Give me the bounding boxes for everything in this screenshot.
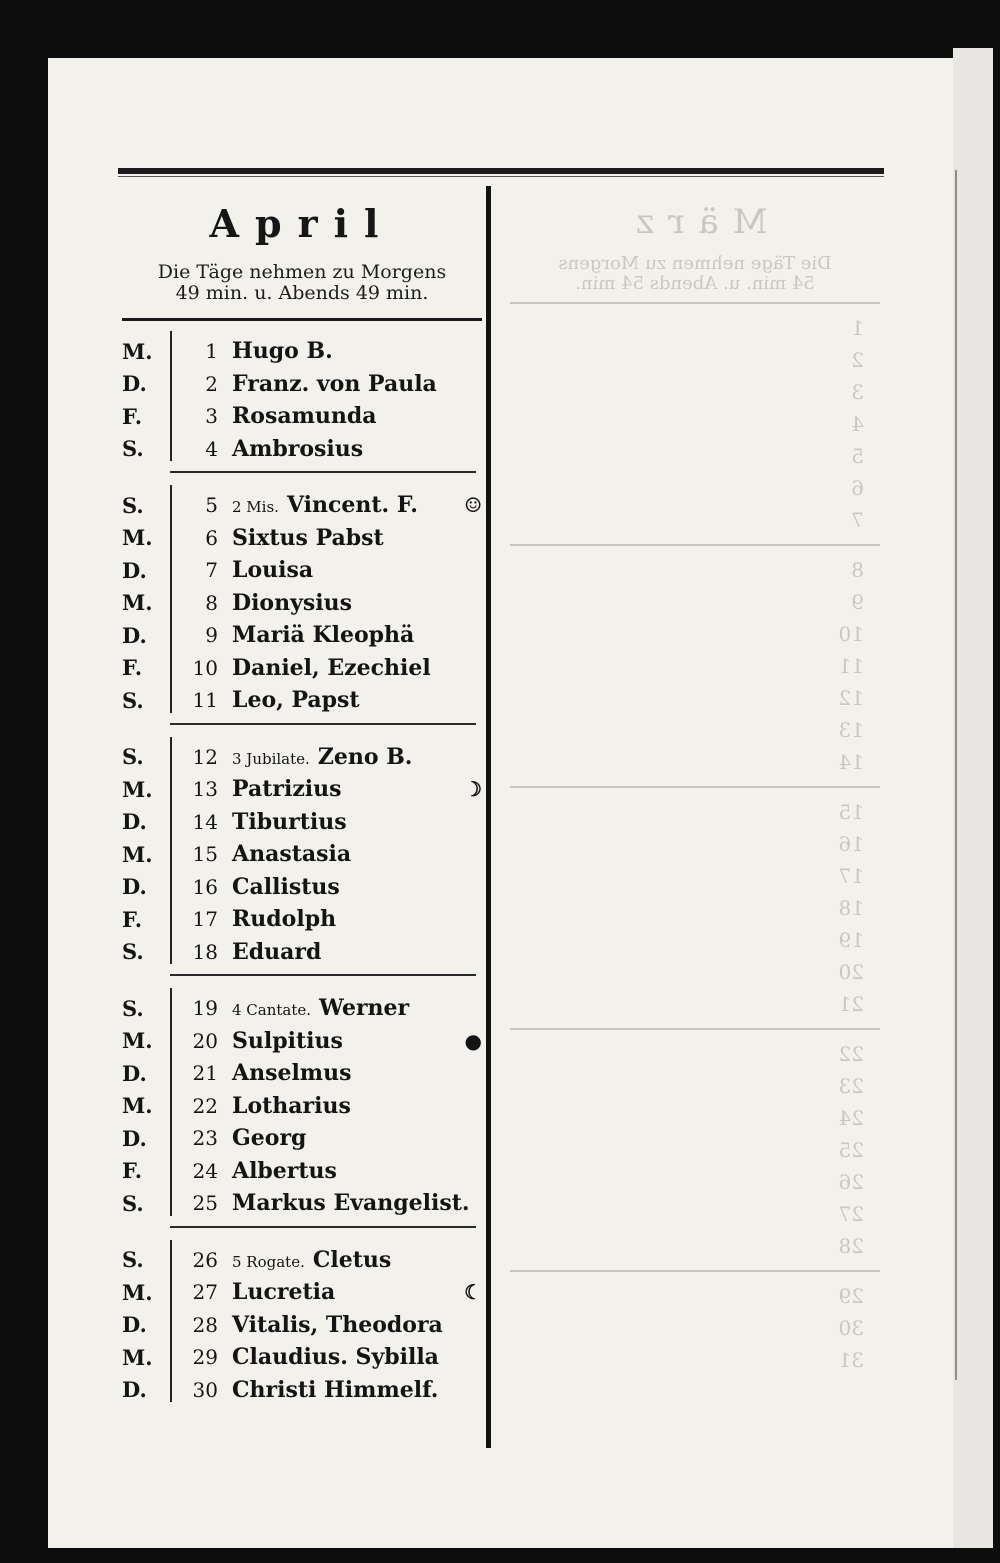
weekday-abbrev: D.: [122, 1312, 147, 1338]
week-block: [122, 335, 482, 465]
day-row: [122, 838, 482, 871]
weekday-abbrev: M.: [122, 590, 153, 616]
weekday-abbrev: S.: [122, 744, 144, 770]
weekday-abbrev: D.: [122, 1377, 147, 1403]
bleed-day-number: 21: [838, 992, 864, 1016]
bleed-week-rule: [510, 1028, 880, 1030]
day-row: [122, 335, 482, 368]
bleed-row: [510, 988, 880, 1020]
month-title: April: [209, 201, 395, 246]
saint-name-cell: [232, 492, 456, 518]
day-number: 29: [192, 1345, 218, 1370]
weekday-abbrev: D.: [122, 371, 147, 397]
bleed-row: [510, 860, 880, 892]
day-number: 4: [205, 436, 218, 461]
bleed-row: [510, 618, 880, 650]
moon-phase-icon: ●: [464, 1028, 482, 1053]
weekday-abbrev: M.: [122, 1344, 153, 1370]
day-row: [122, 1374, 482, 1407]
daylength-line1: Die Täge nehmen zu Morgens: [157, 261, 447, 283]
day-number: 26: [192, 1247, 218, 1272]
april-calendar: [122, 190, 482, 1406]
bleed-rows: [510, 312, 880, 1376]
saint-name-cell: [232, 809, 482, 835]
saint-name-cell: [232, 436, 482, 462]
daylength-line2: 49 min. u. Abends 49 min.: [175, 282, 429, 304]
sunday-label: 5 Rogate.: [232, 1252, 305, 1271]
bleed-day-number: 16: [838, 832, 864, 856]
saint-name-cell: [232, 403, 482, 429]
bleed-day-number: 27: [838, 1202, 864, 1226]
weekday-separator: [170, 1240, 172, 1403]
daylength-note: [122, 254, 482, 308]
week-rule: [170, 471, 476, 473]
day-row: [122, 773, 482, 806]
bleed-row: [510, 472, 880, 504]
top-rule: [118, 168, 884, 174]
saint-name: Anselmus: [232, 1060, 352, 1087]
bleed-day-number: 14: [838, 750, 864, 774]
weekday-abbrev: S.: [122, 1247, 144, 1273]
day-row: [122, 903, 482, 936]
day-number: 11: [192, 688, 218, 713]
sunday-label: 2 Mis.: [232, 498, 279, 517]
saint-name: Ambrosius: [232, 435, 364, 462]
bleed-day-number: 17: [838, 864, 864, 888]
day-row: [122, 1309, 482, 1342]
header-rule: [122, 318, 482, 321]
saint-name: Patrizius: [232, 776, 342, 803]
day-number: 6: [205, 525, 218, 550]
saint-name-cell: [232, 906, 482, 932]
saint-name-cell: [232, 1247, 482, 1273]
bleed-month-title: März: [622, 202, 768, 242]
saint-name: Georg: [232, 1125, 307, 1152]
bleed-row: [510, 796, 880, 828]
week-rule: [170, 723, 476, 725]
saint-name-cell: [232, 687, 482, 713]
weekday-abbrev: M.: [122, 1279, 153, 1305]
saint-name: Louisa: [232, 557, 314, 584]
weekday-separator: [170, 988, 172, 1216]
saint-name: Anastasia: [232, 841, 352, 868]
bleed-day-number: 29: [838, 1284, 864, 1308]
day-row: [122, 652, 482, 685]
day-row: [122, 1057, 482, 1090]
day-row: [122, 522, 482, 555]
saint-name: Sulpitius: [232, 1027, 343, 1054]
day-number: 14: [192, 809, 218, 834]
saint-name: Albertus: [232, 1157, 337, 1184]
saint-name: Werner: [319, 995, 410, 1022]
day-row: [122, 1122, 482, 1155]
weekday-abbrev: M.: [122, 1028, 153, 1054]
bleed-day-number: 5: [851, 444, 864, 468]
day-number: 21: [192, 1061, 218, 1086]
day-row: [122, 489, 482, 522]
saint-name: Dionysius: [232, 589, 353, 616]
day-number: 19: [192, 996, 218, 1021]
day-number: 5: [205, 493, 218, 518]
saint-name-cell: [232, 525, 482, 551]
bleed-week-rule: [510, 1270, 880, 1272]
day-row: [122, 1187, 482, 1220]
bleed-subtitle-line2: 54 min. u. Abends 54 min.: [575, 273, 815, 294]
bleed-row: [510, 440, 880, 472]
weekday-separator: [170, 485, 172, 713]
bleed-day-number: 22: [838, 1042, 864, 1066]
binding-thread: [955, 170, 967, 1380]
bleed-row: [510, 1198, 880, 1230]
saint-name: Callistus: [232, 873, 340, 900]
saint-name: Sixtus Pabst: [232, 524, 384, 551]
bleed-day-number: 4: [851, 412, 864, 436]
bleed-row: [510, 1134, 880, 1166]
bleed-row: [510, 504, 880, 536]
day-row: [122, 741, 482, 774]
bleed-day-number: 19: [838, 928, 864, 952]
bleed-row: [510, 312, 880, 344]
weekday-abbrev: S.: [122, 492, 144, 518]
weeks-container: [122, 335, 482, 1406]
day-number: 27: [192, 1280, 218, 1305]
weekday-abbrev: M.: [122, 776, 153, 802]
weekday-abbrev: S.: [122, 687, 144, 713]
sunday-label: 3 Jubilate.: [232, 749, 310, 768]
bleed-row: [510, 1166, 880, 1198]
day-row: [122, 554, 482, 587]
saint-name-cell: [232, 1093, 482, 1119]
day-row: [122, 1090, 482, 1123]
bleed-row: [510, 892, 880, 924]
saint-name: Eduard: [232, 938, 322, 965]
saint-name: Tiburtius: [232, 808, 347, 835]
day-number: 20: [192, 1028, 218, 1053]
weekday-abbrev: F.: [122, 906, 143, 932]
bleed-row: [510, 1038, 880, 1070]
day-number: 13: [192, 777, 218, 802]
saint-name-cell: [232, 1125, 482, 1151]
bleed-day-number: 9: [851, 590, 864, 614]
day-number: 1: [205, 339, 218, 364]
bleed-rule: [510, 302, 880, 304]
day-row: [122, 1025, 482, 1058]
weekday-abbrev: D.: [122, 1060, 147, 1086]
bleed-day-number: 10: [838, 622, 864, 646]
bleed-week-rule: [510, 786, 880, 788]
saint-name-cell: [232, 1279, 456, 1305]
bleed-row: [510, 828, 880, 860]
column-divider: [486, 186, 491, 1448]
bleed-day-number: 12: [838, 686, 864, 710]
bleed-row: [510, 714, 880, 746]
weekday-separator: [170, 737, 172, 965]
day-number: 24: [192, 1158, 218, 1183]
bleed-week-rule: [510, 544, 880, 546]
week-rule: [170, 1226, 476, 1228]
day-number: 15: [192, 842, 218, 867]
bleed-day-number: 28: [838, 1234, 864, 1258]
weekday-abbrev: M.: [122, 1093, 153, 1119]
moon-phase-icon: ☽: [464, 777, 482, 802]
saint-name: Lucretia: [232, 1279, 336, 1306]
bleed-day-number: 1: [851, 316, 864, 340]
saint-name-cell: [232, 557, 482, 583]
day-row: [122, 400, 482, 433]
bleed-row: [510, 586, 880, 618]
saint-name: Rudolph: [232, 906, 337, 933]
week-block: [122, 992, 482, 1220]
bleed-day-number: 26: [838, 1170, 864, 1194]
day-number: 7: [205, 558, 218, 583]
bleed-day-number: 25: [838, 1138, 864, 1162]
day-number: 22: [192, 1093, 218, 1118]
moon-phase-icon: ☺: [464, 493, 482, 518]
bleed-row: [510, 1312, 880, 1344]
bleed-row: [510, 956, 880, 988]
saint-name: Hugo B.: [232, 338, 333, 365]
day-number: 9: [205, 623, 218, 648]
bleed-row: [510, 554, 880, 586]
weekday-abbrev: F.: [122, 1158, 143, 1184]
saint-name-cell: [232, 841, 482, 867]
saint-name-cell: [232, 371, 482, 397]
saint-name: Markus Evangelist.: [232, 1190, 470, 1217]
day-row: [122, 619, 482, 652]
day-number: 2: [205, 371, 218, 396]
saint-name-cell: [232, 1312, 482, 1338]
saint-name-cell: [232, 1158, 482, 1184]
day-row: [122, 871, 482, 904]
saint-name-cell: [232, 995, 482, 1021]
day-number: 23: [192, 1126, 218, 1151]
day-number: 17: [192, 907, 218, 932]
weekday-abbrev: D.: [122, 809, 147, 835]
day-row: [122, 1276, 482, 1309]
bleed-day-number: 11: [838, 654, 864, 678]
sunday-label: 4 Cantate.: [232, 1001, 312, 1020]
weekday-abbrev: M.: [122, 841, 153, 867]
bleed-through-page: [510, 190, 880, 1376]
weekday-abbrev: S.: [122, 995, 144, 1021]
bleed-day-number: 18: [838, 896, 864, 920]
bleed-subtitle-line1: Die Täge nehmen zu Morgens: [558, 253, 832, 274]
weekday-abbrev: D.: [122, 1125, 147, 1151]
day-number: 18: [192, 939, 218, 964]
weekday-abbrev: M.: [122, 338, 153, 364]
bleed-row: [510, 682, 880, 714]
weekday-abbrev: D.: [122, 874, 147, 900]
bleed-day-number: 20: [838, 960, 864, 984]
bleed-row: [510, 1102, 880, 1134]
week-rule: [170, 974, 476, 976]
bleed-day-number: 24: [838, 1106, 864, 1130]
bleed-day-number: 7: [851, 508, 864, 532]
bleed-row: [510, 408, 880, 440]
day-number: 30: [192, 1377, 218, 1402]
bleed-row: [510, 344, 880, 376]
saint-name-cell: [232, 655, 482, 681]
day-number: 10: [192, 655, 218, 680]
bleed-day-number: 8: [851, 558, 864, 582]
weekday-abbrev: S.: [122, 1190, 144, 1216]
saint-name-cell: [232, 1060, 482, 1086]
saint-name-cell: [232, 1377, 482, 1403]
saint-name: Rosamunda: [232, 403, 377, 430]
saint-name: Zeno B.: [317, 743, 413, 770]
bleed-row: [510, 746, 880, 778]
day-row: [122, 806, 482, 839]
saint-name-cell: [232, 338, 482, 364]
saint-name-cell: [232, 744, 482, 770]
weekday-abbrev: D.: [122, 622, 147, 648]
week-block: [122, 1244, 482, 1407]
bleed-row: [510, 650, 880, 682]
weekday-abbrev: F.: [122, 403, 143, 429]
day-row: [122, 1244, 482, 1277]
bleed-row: [510, 1070, 880, 1102]
week-block: [122, 489, 482, 717]
weekday-abbrev: S.: [122, 939, 144, 965]
saint-name-cell: [232, 1028, 456, 1054]
saint-name: Mariä Kleophä: [232, 622, 415, 649]
saint-name-cell: [232, 874, 482, 900]
bleed-day-number: 23: [838, 1074, 864, 1098]
saint-name: Vincent. F.: [286, 492, 418, 519]
bleed-row: [510, 376, 880, 408]
saint-name-cell: [232, 939, 482, 965]
saint-name-cell: [232, 1190, 482, 1216]
day-row: [122, 992, 482, 1025]
saint-name: Christi Himmelf.: [232, 1376, 439, 1403]
day-number: 28: [192, 1312, 218, 1337]
day-number: 16: [192, 874, 218, 899]
saint-name: Claudius. Sybilla: [232, 1344, 439, 1371]
saint-name: Leo, Papst: [232, 687, 360, 714]
bleed-subtitle: [510, 254, 880, 294]
saint-name: Vitalis, Theodora: [232, 1311, 443, 1338]
bleed-day-number: 31: [838, 1348, 864, 1372]
weekday-abbrev: S.: [122, 436, 144, 462]
saint-name-cell: [232, 776, 456, 802]
bleed-row: [510, 1280, 880, 1312]
day-row: [122, 433, 482, 466]
bleed-day-number: 30: [838, 1316, 864, 1340]
saint-name-cell: [232, 1344, 482, 1370]
day-row: [122, 936, 482, 969]
weekday-separator: [170, 331, 172, 461]
week-block: [122, 741, 482, 969]
saint-name: Lotharius: [232, 1092, 351, 1119]
bleed-day-number: 6: [851, 476, 864, 500]
day-number: 3: [205, 404, 218, 429]
day-number: 8: [205, 590, 218, 615]
day-row: [122, 1155, 482, 1188]
day-row: [122, 587, 482, 620]
bleed-row: [510, 924, 880, 956]
day-number: 25: [192, 1191, 218, 1216]
day-number: 12: [192, 744, 218, 769]
bleed-day-number: 15: [838, 800, 864, 824]
weekday-abbrev: F.: [122, 655, 143, 681]
bleed-row: [510, 1230, 880, 1262]
saint-name: Daniel, Ezechiel: [232, 654, 431, 681]
weekday-abbrev: M.: [122, 525, 153, 551]
saint-name-cell: [232, 590, 482, 616]
day-row: [122, 1341, 482, 1374]
saint-name: Franz. von Paula: [232, 370, 437, 397]
bleed-row: [510, 1344, 880, 1376]
bleed-day-number: 2: [851, 348, 864, 372]
bleed-day-number: 3: [851, 380, 864, 404]
moon-phase-icon: ☾: [464, 1280, 482, 1305]
saint-name-cell: [232, 622, 482, 648]
bleed-day-number: 13: [838, 718, 864, 742]
weekday-abbrev: D.: [122, 557, 147, 583]
day-row: [122, 368, 482, 401]
saint-name: Cletus: [312, 1246, 392, 1273]
day-row: [122, 684, 482, 717]
top-rule-thin: [118, 176, 884, 177]
